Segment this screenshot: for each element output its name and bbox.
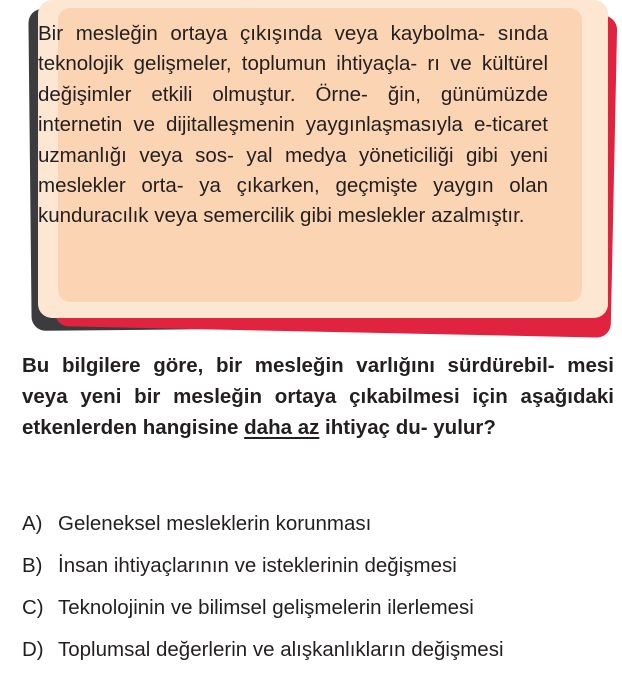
option-letter: B) xyxy=(22,554,43,577)
passage-text xyxy=(38,19,548,232)
option-a[interactable] xyxy=(22,503,504,545)
question-line: aşağıdaki etkenlerden hangisine xyxy=(22,385,614,439)
option-letter: C) xyxy=(22,596,44,619)
option-letter: D) xyxy=(22,638,44,661)
question-line: ihtiyaç du- xyxy=(319,416,428,439)
passage-line: rı ve kültürel değişimler etkili olmuştur. Örne- xyxy=(38,52,548,106)
option-letter: A) xyxy=(22,512,43,535)
option-c[interactable] xyxy=(22,587,504,629)
question-line: Bu bilgilere göre, bir mesleğin varlığını sürdürebil- xyxy=(22,354,555,377)
option-text: Toplumsal değerlerin ve alışkanlıkların değişmesi xyxy=(58,638,504,661)
option-d[interactable] xyxy=(22,629,504,671)
passage-line: sında teknolojik gelişmeler, toplumun ihtiyaçla- xyxy=(38,22,549,76)
passage-line: yal medya yöneticiliği gibi yeni meslekler orta- xyxy=(38,143,548,198)
question-stem xyxy=(22,350,614,443)
passage-line: Bir mesleğin ortaya çıkışında veya kaybolma- xyxy=(38,22,486,45)
passage-line: ya çıkarken, geçmişte yaygın olan kunduracılık xyxy=(38,174,548,228)
question-line: mesi veya yeni bir mesleğin ortaya çıkabilmesi için xyxy=(22,354,614,408)
question-line: yulur? xyxy=(433,416,496,439)
option-b[interactable] xyxy=(22,545,504,587)
option-text: Geleneksel mesleklerin korunması xyxy=(58,512,372,535)
answer-options xyxy=(22,503,504,671)
option-text: Teknolojinin ve bilimsel gelişmelerin ilerlemesi xyxy=(58,596,474,619)
emphasis-underlined: daha az xyxy=(244,416,320,439)
passage-line: ğin, günümüzde internetin ve dijitalleşmenin xyxy=(38,82,549,137)
option-text: İnsan ihtiyaçlarının ve isteklerinin değişmesi xyxy=(58,554,457,577)
passage-line: veya semercilik gibi meslekler azalmıştır. xyxy=(154,204,525,228)
passage-line: yaygınlaşmasıyla e-ticaret uzmanlığı veya sos- xyxy=(38,113,548,167)
